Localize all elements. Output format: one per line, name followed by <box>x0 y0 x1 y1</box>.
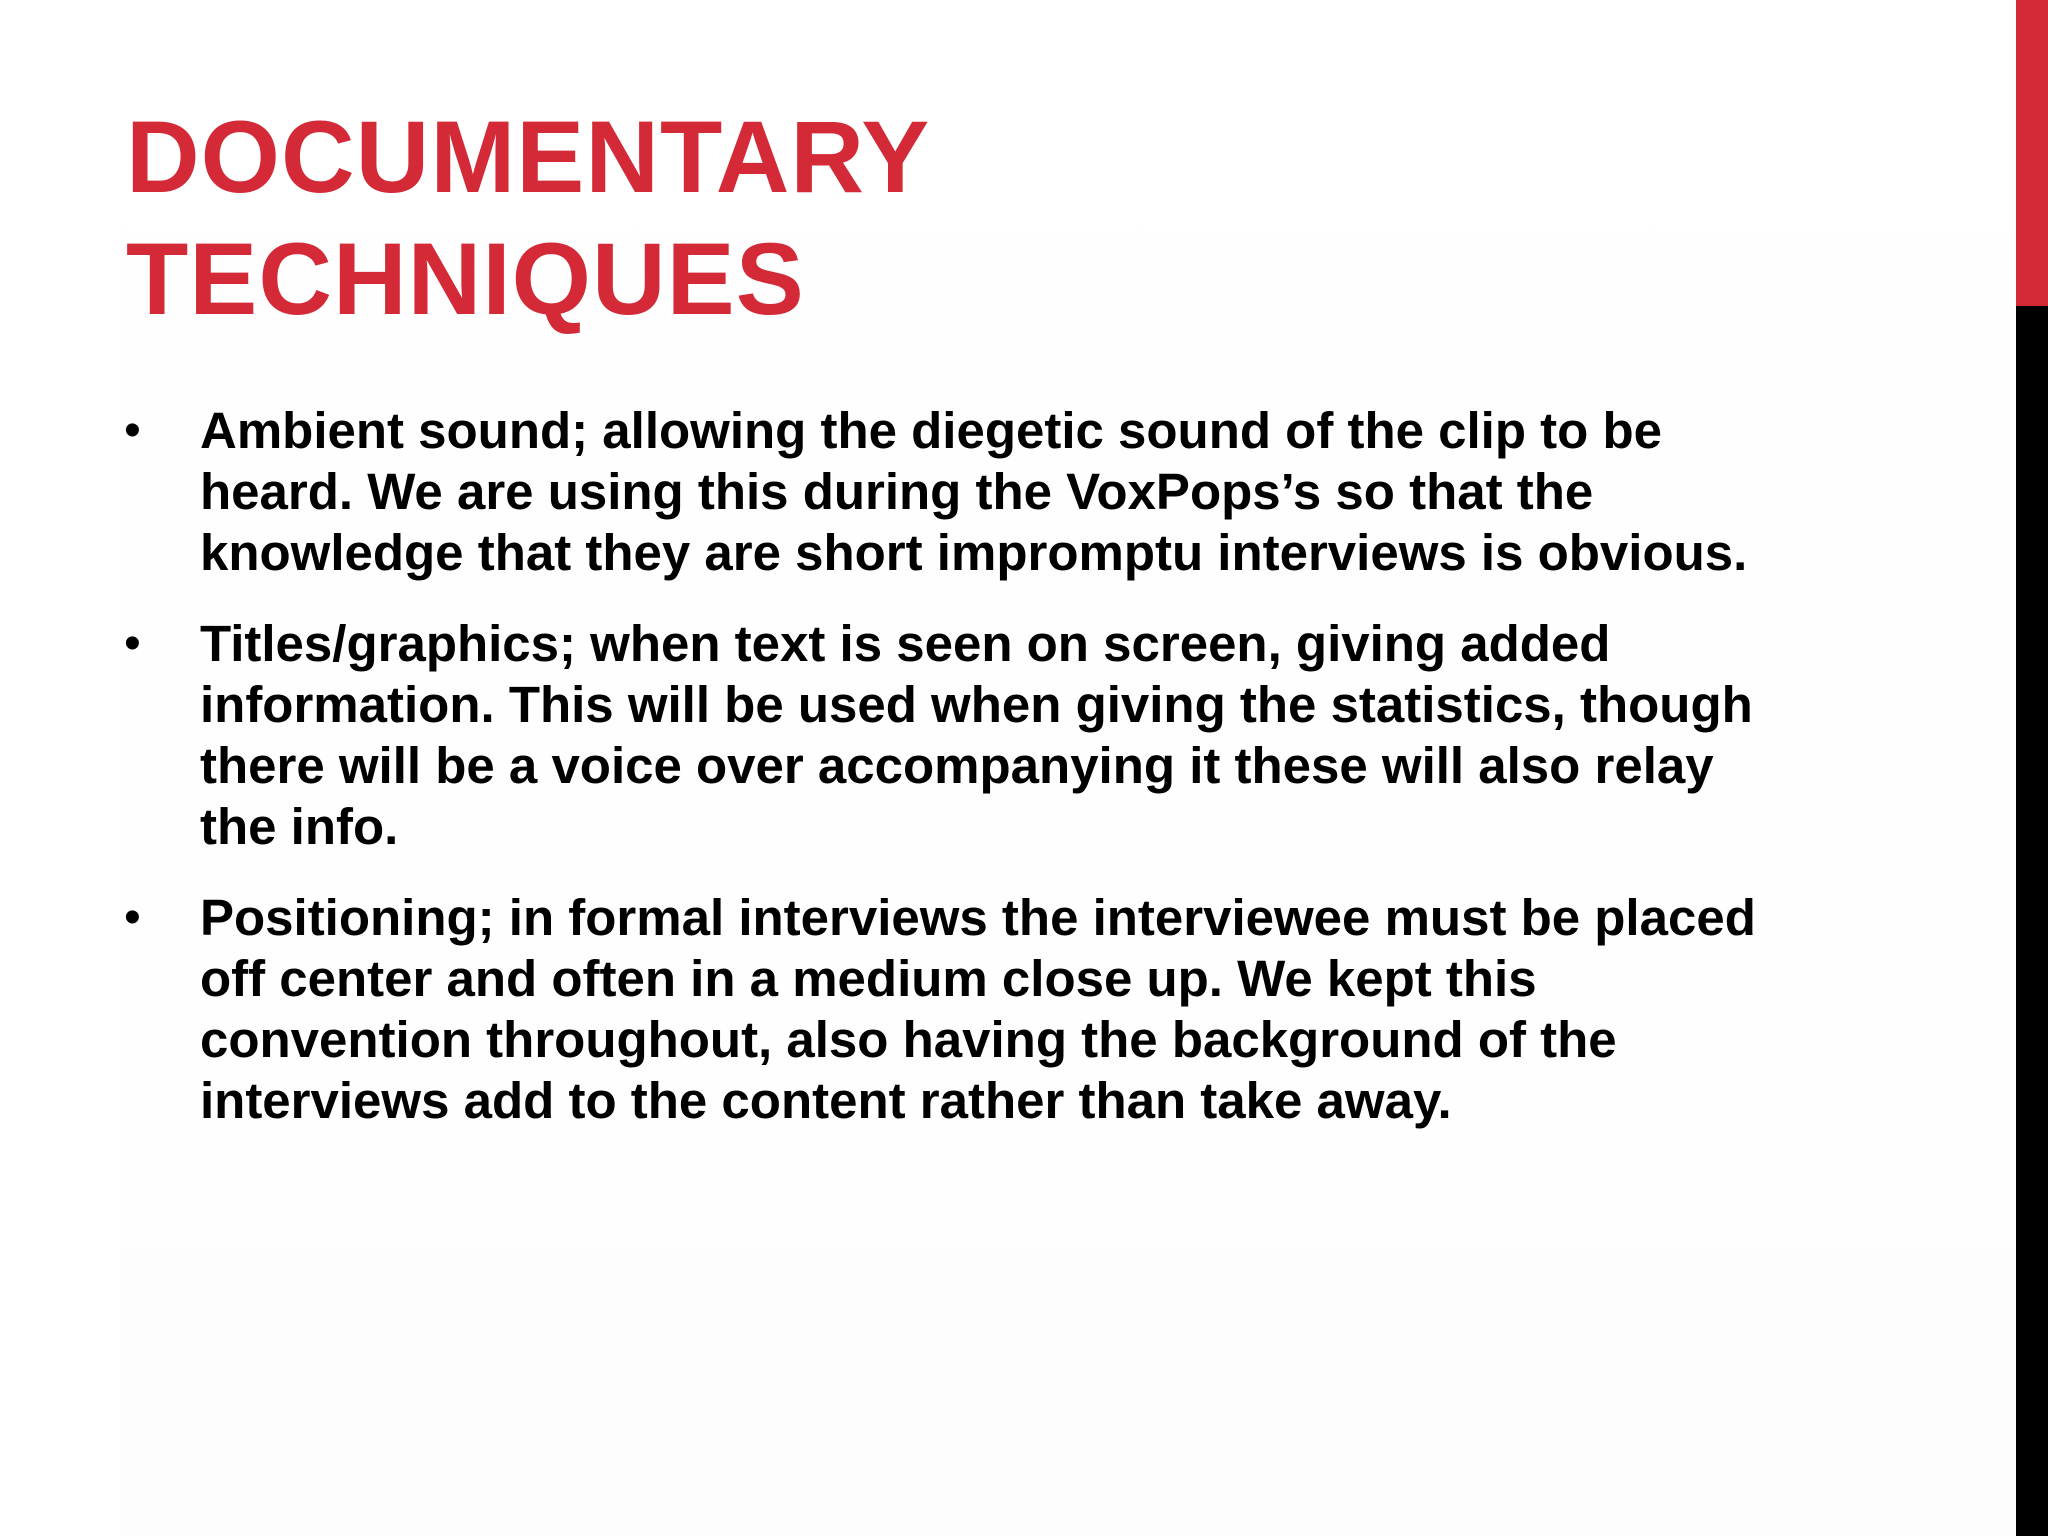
bullet-icon: • <box>124 891 141 944</box>
bullet-list <box>120 400 1800 1161</box>
bullet-icon: • <box>124 404 141 457</box>
bullet-item-ambient-sound <box>120 400 1800 583</box>
slide-title-line-2: TECHNIQUES <box>126 222 805 336</box>
bullet-item-positioning <box>120 887 1800 1131</box>
accent-bar-red <box>2016 0 2048 306</box>
bullet-icon: • <box>124 617 141 670</box>
bullet-text: Positioning; in formal interviews the interviewee must be placed off center and often in a medium close up. We kept this convention throughout, also having the background of the interviews add to the content rather than take away. <box>200 889 1756 1129</box>
bullet-text: Titles/graphics; when text is seen on screen, giving added information. This will be used when giving the statistics, though there will be a voice over accompanying it these will also relay the info. <box>200 615 1753 855</box>
bullet-item-titles-graphics <box>120 613 1800 857</box>
slide-title-line-1: DOCUMENTARY <box>126 100 931 214</box>
bullet-text: Ambient sound; allowing the diegetic sound of the clip to be heard. We are using this during the VoxPops’s so that the knowledge that they are short impromptu interviews is obvious. <box>200 402 1748 581</box>
accent-bar-black <box>2016 306 2048 1536</box>
slide-title <box>126 96 930 340</box>
